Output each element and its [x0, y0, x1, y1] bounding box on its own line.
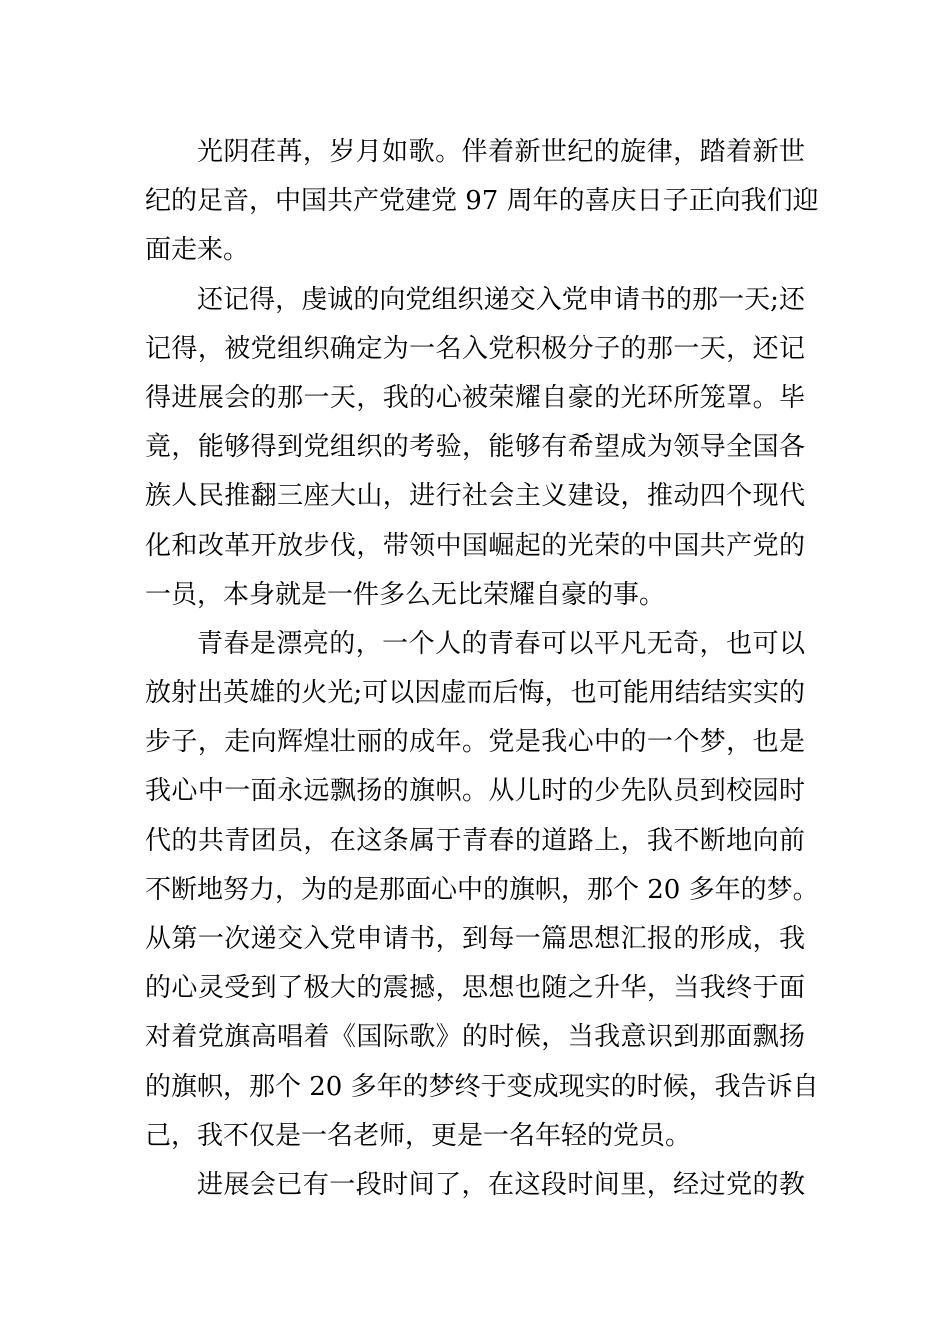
text-line: 纪的足音，中国共产党建党 97 周年的喜庆日子正向我们迎	[145, 186, 819, 217]
paragraph-3	[145, 620, 819, 1161]
text-line: 化和改革开放步伐，带领中国崛起的光荣的中国共产党的	[145, 530, 805, 561]
text-line: 进展会已有一段时间了，在这段时间里，经过党的教	[197, 1169, 805, 1200]
text-line: 族人民推翻三座大山，进行社会主义建设，推动四个现代	[145, 481, 805, 512]
text-line: 面走来。	[145, 235, 250, 266]
paragraph-1	[145, 128, 819, 276]
text-line: 竟，能够得到党组织的考验，能够有希望成为领导全国各	[145, 432, 805, 463]
text-line: 从第一次递交入党申请书，到每一篇思想汇报的形成，我	[145, 924, 805, 954]
text-line: 记得，被党组织确定为一名入党积极分子的那一天，还记	[145, 333, 805, 364]
text-line: 光阴荏苒，岁月如歌。伴着新世纪的旋律，踏着新世	[197, 137, 805, 167]
text-line: 一员，本身就是一件多么无比荣耀自豪的事。	[145, 579, 666, 610]
text-line: 步子，走向辉煌壮丽的成年。党是我心中的一个梦，也是	[145, 727, 805, 758]
paragraph-4	[145, 1161, 805, 1210]
paragraph-2	[145, 276, 805, 620]
text-line: 不断地努力，为的是那面心中的旗帜，那个 20 多年的梦。	[145, 874, 819, 905]
text-line: 的心灵受到了极大的震撼，思想也随之升华，当我终于面	[145, 973, 805, 1004]
text-line: 青春是漂亮的，一个人的青春可以平凡无奇，也可以	[197, 628, 805, 659]
text-line: 的旗帜，那个 20 多年的梦终于变成现实的时候，我告诉自	[145, 1071, 819, 1102]
text-line: 代的共青团员，在这条属于青春的道路上，我不断地向前	[145, 825, 805, 856]
text-line: 得进展会的那一天，我的心被荣耀自豪的光环所笼罩。毕	[145, 382, 805, 413]
text-line: 己，我不仅是一名老师，更是一名年轻的党员。	[145, 1120, 692, 1151]
text-line: 还记得，虔诚的向党组织递交入党申请书的那一天;还	[197, 284, 805, 315]
text-line: 对着党旗高唱着《国际歌》的时候，当我意识到那面飘扬	[145, 1022, 805, 1053]
text-line: 我心中一面永远飘扬的旗帜。从儿时的少先队员到校园时	[145, 776, 805, 807]
text-line: 放射出英雄的火光;可以因虚而后悔，也可能用结结实实的	[145, 678, 805, 709]
document-body	[145, 128, 819, 1210]
